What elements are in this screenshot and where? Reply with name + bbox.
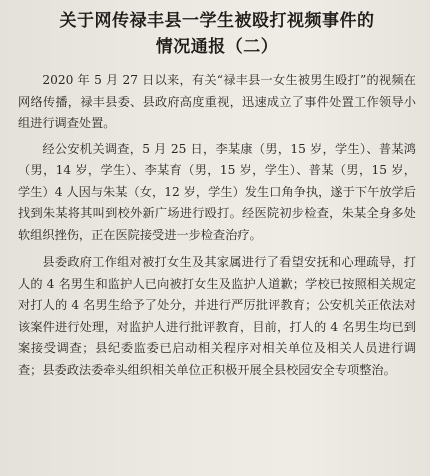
paragraph-3: 县委政府工作组对被打女生及其家属进行了看望安抚和心理疏导，打人的 4 名男生和监护人已向被打女生及监护人道歉；学校已按照相关规定对打人的 4 名男生给予了处分，并进行严厉批评教育；公安机关正依法对该案件进行处理，对监护人进行批评教育，目前，打人的 4 名男生均已到案接受调查；县纪委监委已启动相关程序对相关单位及相关人员进行调查；县委政法委牵头组织相关单位正积极开展全县校园安全专项整治。	[18, 255, 416, 377]
title-line-2: 情况通报（二）	[155, 37, 279, 57]
document-title	[18, 8, 416, 60]
title-line-1: 关于网传禄丰县一学生被殴打视频事件的	[59, 11, 375, 31]
paragraph-2: 经公安机关调查，5 月 25 日，李某康（男，15 岁，学生）、普某鸿（男，14 岁，学生）、李某育（男，15 岁，学生）、普某（男，15 岁，学生）4 人因与朱某（女，12 岁，学生）发生口角争执，遂于下午放学后找到朱某将其叫到校外新广场进行殴打。经医院初步检查，朱某全身多处软组织挫伤，正在医院接受进一步检查治疗。	[18, 141, 416, 242]
paragraph-1: 2020 年 5 月 27 日以来，有关“禄丰县一女生被男生殴打”的视频在网络传播，禄丰县委、县政府高度重视，迅速成立了事件处置工作领导小组进行调查处置。	[18, 73, 416, 130]
document-body	[18, 70, 416, 381]
